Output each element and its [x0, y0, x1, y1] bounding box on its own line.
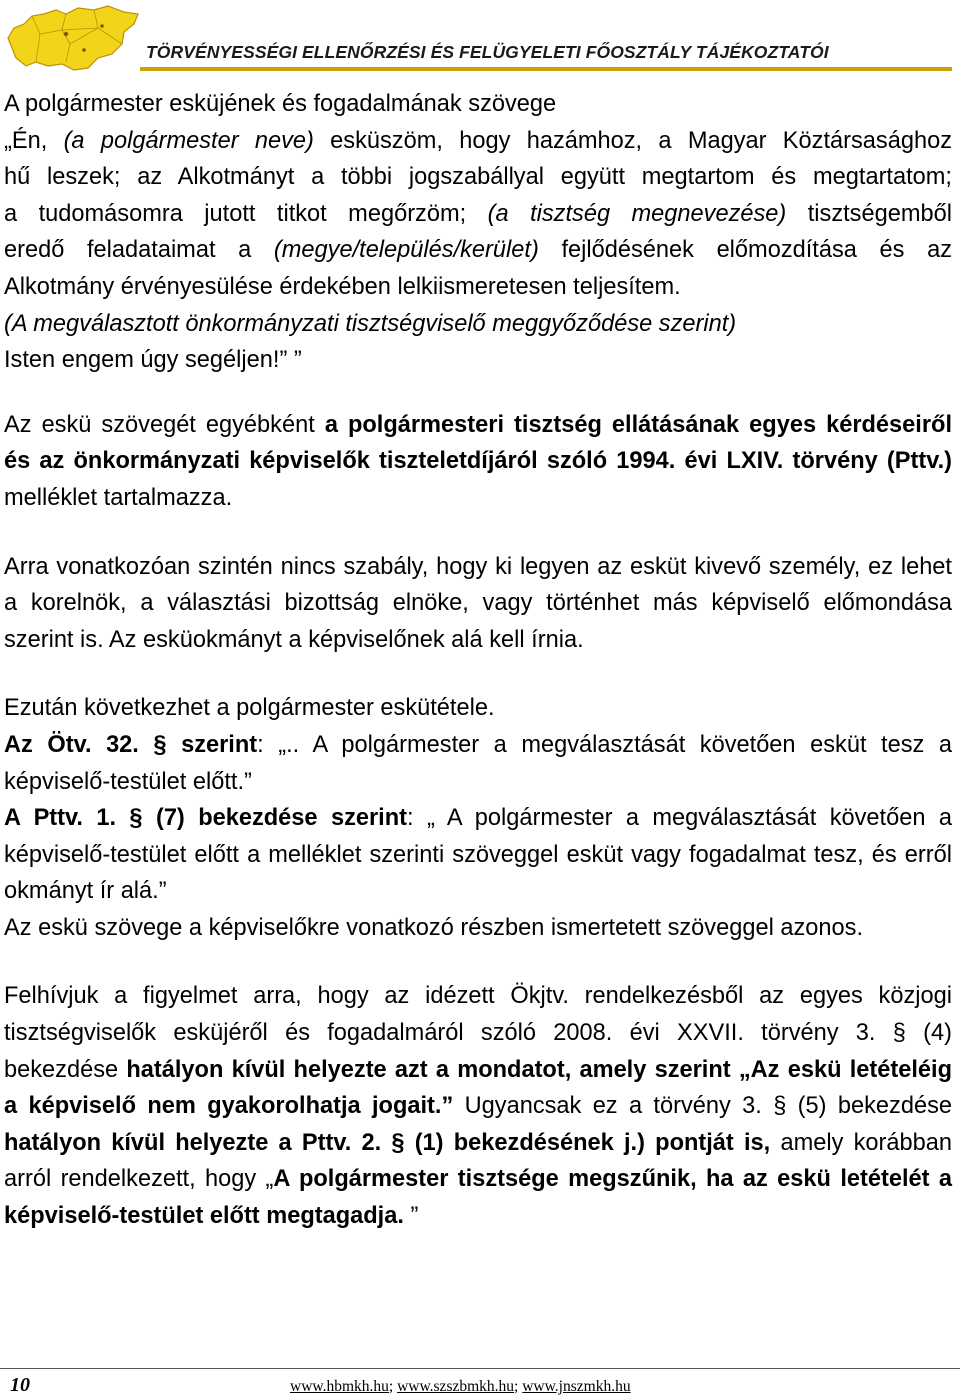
paragraph-law-reference: Az eskü szövegét egyébként a polgármesteri tisztség ellátásának egyes kérdéseiről és az önkormányzati képviselők tiszteletdíjáról szóló 1994. évi LXIV. törvény (Pttv.) melléklet tartalmazza. [4, 411, 952, 511]
footer-link-jnszmkh[interactable]: www.jnszmkh.hu [522, 1378, 631, 1395]
oath-line-4: eredő feladataimat a (megye/település/kerület) fejlődésének előmozdítása és az [4, 237, 952, 264]
oath-line-2: hű leszek; az Alkotmányt a többi jogszabállyal együtt megtartom és megtartatom; [4, 164, 952, 191]
paragraph-otv: Az Ötv. 32. § szerint: „.. A polgármester a megválasztását követően esküt tesz a képviselő-testület előtt.” [4, 731, 952, 795]
paragraph-repeal-notice: Felhívjuk a figyelmet arra, hogy az idézett Ökjtv. rendelkezésből az egyes közjogi tisztségviselők esküjéről és fogadalmáról szóló 2008. évi XXVII. törvény 3. § (4) bekezdése hatályon kívül helyezte azt a mondatot, amely szerint „Az eskü letételéig a képviselő nem gyakorolhatja jogait.” Ugyancsak ez a törvény 3. § (5) bekezdése hatályon kívül helyezte a Pttv. 2. § (1) bekezdésének j.) pontját is, amely korábban arról rendelkezett, hogy „A polgármester tisztsége megszűnik, ha az eskü letételét a képviselő-testület előtt megtagadja. ” [4, 983, 952, 1230]
paragraph-intro: Ezután következhet a polgármester eskütétele. [4, 695, 495, 722]
document-body [4, 86, 952, 1235]
oath-line-6: (A megválasztott önkormányzati tisztségviselő meggyőződése szerint) [4, 310, 737, 337]
oath-line-5: Alkotmány érvényesülése érdekében lelkiismeretesen teljesítem. [4, 273, 681, 300]
footer-divider [0, 1368, 960, 1369]
oath-line-1: „Én, (a polgármester neve) esküszöm, hogy hazámhoz, a Magyar Köztársasághoz [4, 127, 952, 154]
oath-heading: A polgármester esküjének és fogadalmának szövege [4, 91, 557, 117]
paragraph-oath-taker: Arra vonatkozóan szintén nincs szabály, hogy ki legyen az esküt kivevő személy, ez lehet a korelnök, a választási bizottság elnöke, vagy történhet más képviselő előmondása szerint is. Az esküokmányt a képviselőnek alá kell írnia. [4, 553, 952, 653]
footer-link-szszbmkh[interactable]: www.szszbmkh.hu [397, 1378, 515, 1395]
header-divider [140, 67, 952, 71]
paragraph-same-text: Az eskü szövege a képviselőkre vonatkozó részben ismertetett szöveggel azonos. [4, 914, 864, 941]
page-header [0, 0, 960, 80]
header-title: TÖRVÉNYESSÉGI ELLENŐRZÉSI ÉS FELÜGYELETI FŐOSZTÁLY TÁJÉKOZTATÓI [146, 42, 829, 62]
paragraph-pttv: A Pttv. 1. § (7) bekezdése szerint: „ A polgármester a megválasztását követően a képviselő-testület előtt a melléklet szerinti szöveggel esküt vagy fogadalmat tesz, és erről okmányt ír alá.” [4, 805, 952, 905]
oath-line-3: a tudomásomra jutott titkot megőrzöm; (a tisztség megnevezése) tisztségemből [4, 200, 952, 227]
oath-line-7: Isten engem úgy segéljen!” ” [4, 347, 302, 374]
page-number: 10 [10, 1374, 30, 1396]
hungary-map-logo [4, 4, 144, 74]
footer-link-hbmkh[interactable]: www.hbmkh.hu [290, 1378, 389, 1395]
footer-links: www.hbmkh.hu; www.szszbmkh.hu; www.jnszmkh.hu [290, 1378, 631, 1395]
